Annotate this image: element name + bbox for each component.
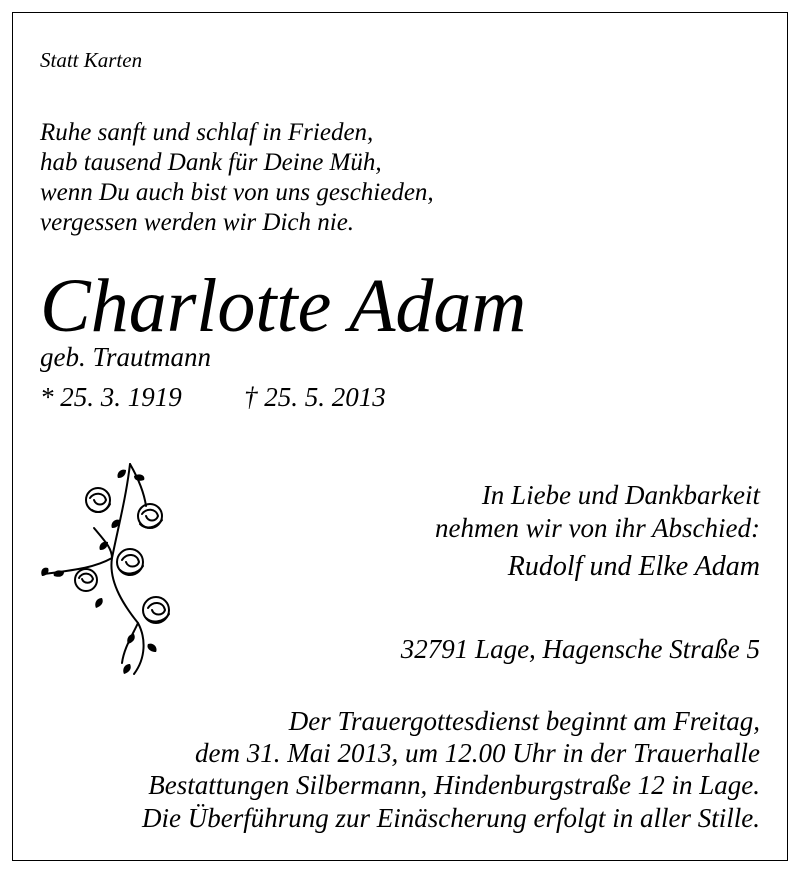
poem-line: hab tausend Dank für Deine Müh, [40, 149, 382, 176]
poem-line: Ruhe sanft und schlaf in Frieden, [40, 119, 374, 146]
service-line: Bestattungen Silbermann, Hindenburgstraße 12 in Lage. [148, 770, 760, 800]
rose-branch-icon [34, 458, 184, 680]
service-line: dem 31. Mai 2013, um 12.00 Uhr in der Trauerhalle [195, 738, 760, 768]
deceased-name: Charlotte Adam [40, 264, 527, 348]
poem-line: wenn Du auch bist von uns geschieden, [40, 179, 434, 206]
mourners-line-2: nehmen wir von ihr Abschied: [435, 513, 760, 543]
poem-line: vergessen werden wir Dich nie. [40, 209, 355, 236]
mourners-address: 32791 Lage, Hagensche Straße 5 [400, 634, 760, 664]
maiden-name: geb. Trautmann [40, 342, 212, 372]
service-line: Die Überführung zur Einäscherung erfolgt in aller Stille. [142, 803, 760, 833]
header-note: Statt Karten [40, 48, 143, 72]
service-line: Der Trauergottesdienst beginnt am Freitag, [288, 706, 760, 736]
mourners-names: Rudolf und Elke Adam [507, 551, 760, 582]
death-date: † 25. 5. 2013 [244, 382, 386, 412]
mourners-line-1: In Liebe und Dankbarkeit [481, 480, 760, 510]
birth-date: * 25. 3. 1919 [40, 382, 182, 412]
